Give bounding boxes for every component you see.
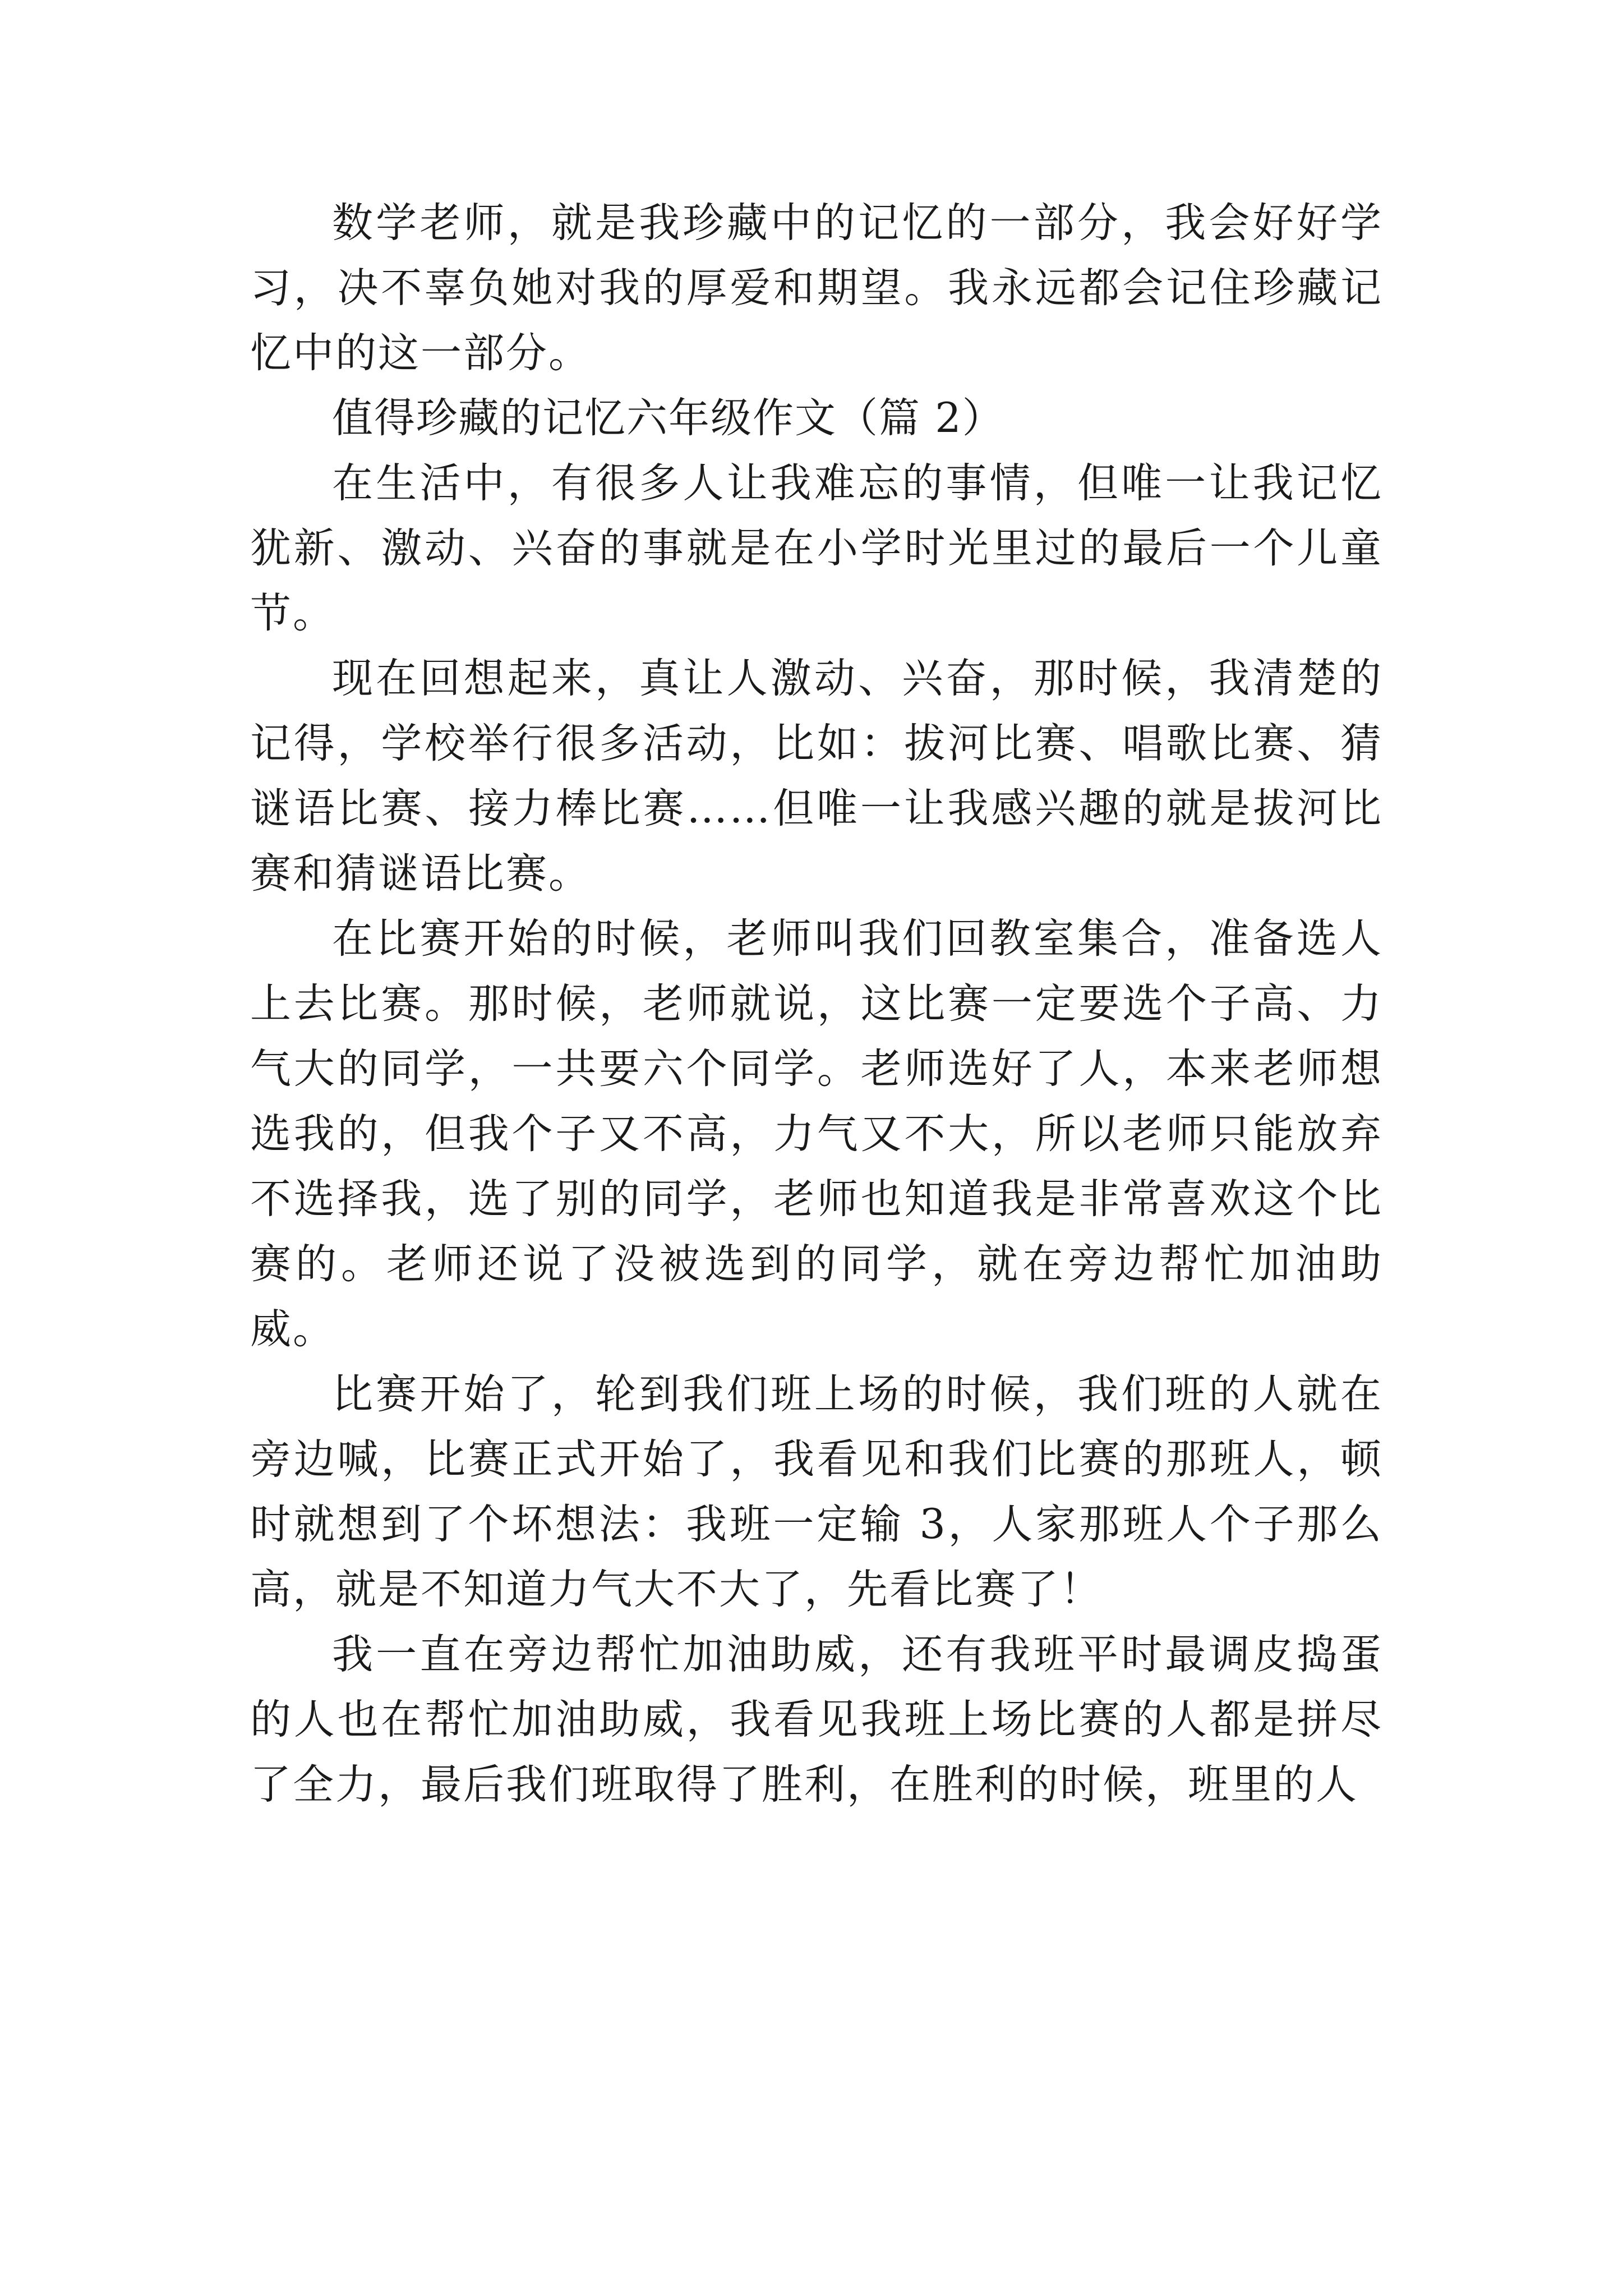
section-heading: 值得珍藏的记忆六年级作文（篇 2） — [332, 394, 1004, 442]
document-page — [250, 191, 1383, 1818]
paragraph-3: 现在回想起来，真让人激动、兴奋，那时候，我清楚的记得，学校举行很多活动，比如：拔河比赛、唱歌比赛、猜谜语比赛、接力棒比赛……但唯一让我感兴趣的就是拔河比赛和猜谜语比赛。 — [250, 655, 1383, 898]
paragraph-2: 在生活中，有很多人让我难忘的事情，但唯一让我记忆犹新、激动、兴奋的事就是在小学时光里过的最后一个儿童节。 — [250, 459, 1383, 637]
paragraph-6: 我一直在旁边帮忙加油助威，还有我班平时最调皮捣蛋的人也在帮忙加油助威，我看见我班上场比赛的人都是拼尽了全力，最后我们班取得了胜利，在胜利的时候，班里的人 — [250, 1631, 1383, 1809]
paragraph-1: 数学老师，就是我珍藏中的记忆的一部分，我会好好学习，决不辜负她对我的厚爱和期望。我永远都会记住珍藏记忆中的这一部分。 — [250, 199, 1383, 377]
paragraph-5: 比赛开始了，轮到我们班上场的时候，我们班的人就在旁边喊，比赛正式开始了，我看见和我们比赛的那班人，顿时就想到了个坏想法：我班一定输 3，人家那班人个子那么高，就是不知道力气大不大了，先看比赛了！ — [250, 1370, 1383, 1613]
paragraph-4: 在比赛开始的时候，老师叫我们回教室集合，准备选人上去比赛。那时候，老师就说，这比赛一定要选个子高、力气大的同学，一共要六个同学。老师选好了人，本来老师想选我的，但我个子又不高，力气又不大，所以老师只能放弃不选择我，选了别的同学，老师也知道我是非常喜欢这个比赛的。老师还说了没被选到的同学，就在旁边帮忙加油助威。 — [250, 915, 1383, 1353]
